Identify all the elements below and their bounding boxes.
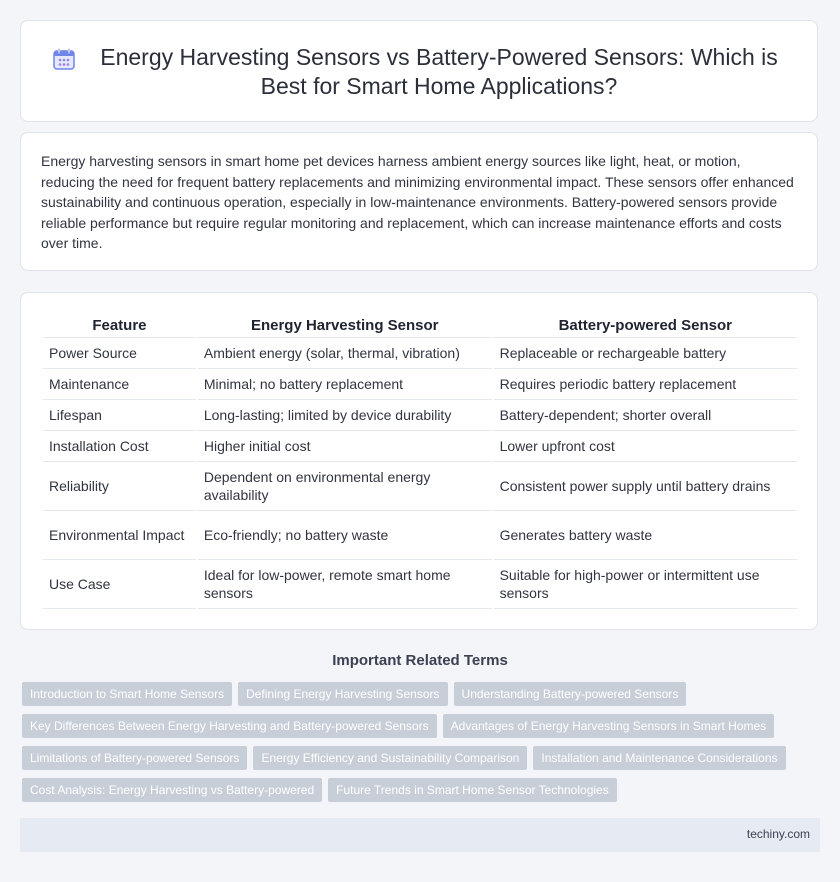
related-term-tag[interactable]: Cost Analysis: Energy Harvesting vs Battery-powered [22, 778, 322, 802]
related-term-tag[interactable]: Key Differences Between Energy Harvesting and Battery-powered Sensors [22, 714, 437, 738]
battery-powered-cell: Suitable for high-power or intermittent use sensors [494, 560, 797, 609]
table-row [43, 560, 797, 609]
energy-harvesting-cell: Eco-friendly; no battery waste [198, 511, 492, 560]
intro-paragraph: Energy harvesting sensors in smart home pet devices harness ambient energy sources like light, heat, or motion, reducing the need for frequent battery replacements and minimizing environmental impact. These sensors offer enhanced sustainability and continuous operation, especially in low-maintenance environments. Battery-powered sensors provide reliable performance but require regular monitoring and replacement, which can increase maintenance efforts and costs over time. [41, 153, 794, 251]
table-row [43, 511, 797, 560]
footer [20, 818, 820, 852]
table-row [43, 369, 797, 400]
feature-cell: Environmental Impact [43, 511, 196, 560]
header-battery-powered: Battery-powered Sensor [494, 311, 797, 338]
comparison-card [20, 292, 818, 630]
table-row [43, 400, 797, 431]
feature-cell: Lifespan [43, 400, 196, 431]
header-energy-harvesting: Energy Harvesting Sensor [198, 311, 492, 338]
feature-cell: Power Source [43, 338, 196, 369]
battery-powered-cell: Battery-dependent; shorter overall [494, 400, 797, 431]
related-term-tag[interactable]: Energy Efficiency and Sustainability Comparison [253, 746, 527, 770]
intro-card [20, 132, 818, 271]
related-terms-heading: Important Related Terms [332, 652, 508, 669]
footer-site-link[interactable]: techiny.com [746, 827, 810, 841]
related-term-tag[interactable]: Introduction to Smart Home Sensors [22, 682, 232, 706]
energy-harvesting-cell: Minimal; no battery replacement [198, 369, 492, 400]
header-feature: Feature [43, 311, 196, 338]
title-card [20, 20, 818, 122]
battery-powered-cell: Requires periodic battery replacement [494, 369, 797, 400]
table-header-row [43, 311, 797, 338]
related-terms-list [22, 682, 802, 802]
feature-cell: Maintenance [43, 369, 196, 400]
related-term-tag[interactable]: Future Trends in Smart Home Sensor Technologies [328, 778, 617, 802]
related-term-tag[interactable]: Understanding Battery-powered Sensors [454, 682, 687, 706]
feature-cell: Use Case [43, 560, 196, 609]
related-term-tag[interactable]: Limitations of Battery-powered Sensors [22, 746, 247, 770]
energy-harvesting-cell: Ideal for low-power, remote smart home sensors [198, 560, 492, 609]
table-row [43, 338, 797, 369]
battery-powered-cell: Generates battery waste [494, 511, 797, 560]
energy-harvesting-cell: Higher initial cost [198, 431, 492, 462]
feature-cell: Reliability [43, 462, 196, 511]
energy-harvesting-cell: Ambient energy (solar, thermal, vibration) [198, 338, 492, 369]
comparison-table [41, 311, 799, 609]
energy-harvesting-cell: Dependent on environmental energy availability [198, 462, 492, 511]
page-title: Energy Harvesting Sensors vs Battery-Powered Sensors: Which is Best for Smart Home Applications? [100, 44, 778, 99]
related-term-tag[interactable]: Advantages of Energy Harvesting Sensors in Smart Homes [443, 714, 774, 738]
related-term-tag[interactable]: Installation and Maintenance Considerations [533, 746, 785, 770]
battery-powered-cell: Replaceable or rechargeable battery [494, 338, 797, 369]
table-row [43, 431, 797, 462]
battery-powered-cell: Lower upfront cost [494, 431, 797, 462]
related-term-tag[interactable]: Defining Energy Harvesting Sensors [238, 682, 447, 706]
battery-powered-cell: Consistent power supply until battery drains [494, 462, 797, 511]
energy-harvesting-cell: Long-lasting; limited by device durability [198, 400, 492, 431]
table-row [43, 462, 797, 511]
feature-cell: Installation Cost [43, 431, 196, 462]
